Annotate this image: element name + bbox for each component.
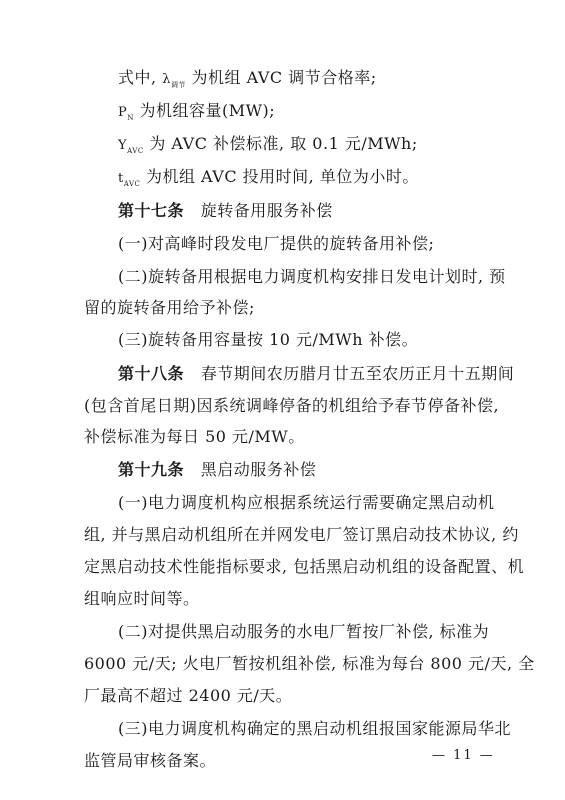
article-18-line-1 (118, 364, 565, 384)
symbol-y: Y (118, 138, 128, 153)
symbol-lambda: λ (162, 72, 171, 87)
definition-lambda (118, 68, 565, 95)
symbol-subscript: 调节 (170, 81, 186, 90)
article-19-heading-line (118, 460, 565, 480)
symbol-subscript: AVC (127, 147, 144, 156)
article-17-item-1: (一)对高峰时段发电厂提供的旋转备用补偿; (118, 234, 435, 253)
symbol-subscript: AVC (123, 180, 141, 189)
page-number: — 11 — (432, 748, 495, 763)
article-17-item-2-line-1: (二)旋转备用根据电力调度机构安排日发电计划时, 预 (118, 267, 506, 286)
article-19-item-1-line-4: 组响应时间等。 (84, 589, 200, 608)
definition-tavc (118, 167, 565, 194)
definition-text: 为机组 AVC 调节合格率; (191, 68, 377, 87)
article-19-item-1-line-1: (一)电力调度机构应根据系统运行需要确定黑启动机 (118, 493, 495, 512)
article-17-item-3: (三)旋转备用容量按 10 元/MWh 补偿。 (118, 330, 419, 349)
article-17-title: 旋转备用服务补偿 (200, 201, 333, 220)
definition-yavc (118, 134, 565, 161)
article-19-title: 黑启动服务补偿 (200, 460, 317, 479)
article-17-heading: 第十七条 (118, 201, 185, 220)
article-18-heading: 第十八条 (118, 364, 185, 383)
article-19-item-3-line-1: (三)电力调度机构确定的黑启动机组报国家能源局华北 (118, 719, 511, 738)
article-19-item-1-line-3: 定黑启动技术性能指标要求, 包括黑启动机组的设备配置、机 (84, 557, 525, 576)
definition-prefix: 式中, (118, 68, 157, 87)
article-18-line-2: (包含首尾日期)因系统调峰停备的机组给予春节停备补偿, (84, 396, 500, 415)
article-17-heading-line (118, 201, 565, 221)
article-18-line-3: 补偿标准为每日 50 元/MW。 (84, 427, 305, 446)
article-19-heading: 第十九条 (118, 460, 185, 479)
definition-text: 为机组 AVC 投用时间, 单位为小时。 (145, 167, 419, 186)
symbol-t: t (118, 171, 124, 186)
symbol-subscript: N (127, 114, 134, 123)
definition-text: 为机组容量(MW); (139, 101, 276, 120)
symbol-p: P (118, 105, 128, 120)
article-19-item-2-line-2: 6000 元/天; 火电厂暂按机组补偿, 标准为每台 800 元/天, 全 (84, 654, 535, 673)
article-19-item-2-line-3: 厂最高不超过 2400 元/天。 (84, 686, 293, 705)
article-19-item-3-line-2: 监管局审核备案。 (84, 751, 217, 770)
article-18-text: 春节期间农历腊月廿五至农历正月十五期间 (200, 364, 515, 383)
definition-text: 为 AVC 补偿标准, 取 0.1 元/MWh; (149, 134, 418, 153)
article-19-item-1-line-2: 组, 并与黑启动机组所在并网发电厂签订黑启动技术协议, 约 (84, 525, 519, 544)
article-17-item-2-line-2: 留的旋转备用给予补偿; (84, 298, 255, 317)
article-19-item-2-line-1: (二)对提供黑启动服务的水电厂暂按厂补偿, 标准为 (118, 622, 490, 641)
definition-pn (118, 101, 565, 128)
